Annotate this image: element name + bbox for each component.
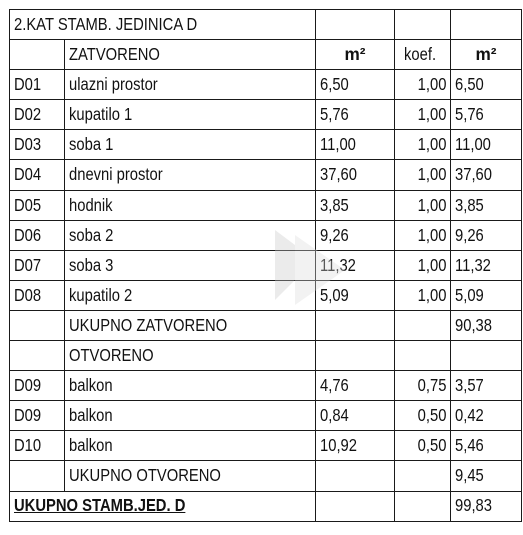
open-total-label-cell <box>65 461 316 491</box>
room-code: D09 <box>14 375 42 396</box>
open-total-label: UKUPNO OTVORENO <box>69 465 221 486</box>
empty-cell <box>316 461 395 491</box>
closed-rows <box>10 70 522 311</box>
room-code: D06 <box>14 224 42 245</box>
area-unit-header: m² <box>316 40 395 70</box>
room-area: 11,00 <box>320 134 356 155</box>
empty-cell <box>395 10 451 40</box>
room-name: dnevni prostor <box>69 164 163 185</box>
room-koef-cell <box>395 401 451 431</box>
room-net-area-cell <box>451 431 522 461</box>
closed-total-value: 90,38 <box>455 314 492 335</box>
room-koef-cell <box>395 220 451 250</box>
room-name-cell <box>65 431 316 461</box>
room-net-area-cell <box>451 401 522 431</box>
room-koef: 1,00 <box>417 254 446 275</box>
room-name-cell <box>65 371 316 401</box>
room-area-cell <box>316 130 395 160</box>
room-area: 10,92 <box>320 435 357 456</box>
empty-cell <box>316 491 395 521</box>
closed-section-label-cell <box>65 40 316 70</box>
room-net-area-cell <box>451 220 522 250</box>
room-koef: 0,50 <box>417 435 446 456</box>
net-unit-header: m² <box>451 40 522 70</box>
room-area-cell <box>316 280 395 310</box>
room-name-cell <box>65 70 316 100</box>
room-name-cell <box>65 250 316 280</box>
room-row <box>10 401 522 431</box>
room-area: 6,50 <box>320 74 349 95</box>
room-net-area: 6,50 <box>455 74 484 95</box>
room-area-cell <box>316 371 395 401</box>
room-koef-cell <box>395 130 451 160</box>
room-row <box>10 70 522 100</box>
room-name: ulazni prostor <box>69 74 158 95</box>
room-area: 37,60 <box>320 164 357 185</box>
room-area: 3,85 <box>320 194 349 215</box>
room-area: 5,76 <box>320 104 349 125</box>
room-code: D02 <box>14 104 42 125</box>
area-table <box>9 9 522 522</box>
grand-total-label: UKUPNO STAMB.JED. D <box>14 495 186 516</box>
room-name-cell <box>65 130 316 160</box>
room-code: D04 <box>14 164 42 185</box>
room-code-cell <box>10 70 65 100</box>
room-code: D07 <box>14 254 42 275</box>
closed-total-label: UKUPNO ZATVORENO <box>69 314 228 335</box>
koef-header: koef. <box>403 44 436 65</box>
room-area-cell <box>316 431 395 461</box>
room-code: D03 <box>14 134 42 155</box>
room-area-cell <box>316 160 395 190</box>
grand-total-value-cell <box>451 491 522 521</box>
room-area: 4,76 <box>320 375 349 396</box>
title-row <box>10 10 522 40</box>
room-net-area: 5,46 <box>455 435 484 456</box>
room-koef-cell <box>395 190 451 220</box>
room-code-cell <box>10 401 65 431</box>
open-header-row <box>10 341 522 371</box>
closed-total-label-cell <box>65 310 316 340</box>
room-code-cell <box>10 250 65 280</box>
closed-total-value-cell <box>451 310 522 340</box>
empty-cell <box>316 341 395 371</box>
room-name: balkon <box>69 405 113 426</box>
room-name: balkon <box>69 435 113 456</box>
empty-cell <box>395 310 451 340</box>
empty-cell <box>451 10 522 40</box>
room-koef-cell <box>395 250 451 280</box>
room-area-cell <box>316 190 395 220</box>
grand-total-label-cell <box>10 491 316 521</box>
room-net-area-cell <box>451 190 522 220</box>
empty-cell <box>395 341 451 371</box>
room-row <box>10 130 522 160</box>
room-koef: 1,00 <box>417 164 446 185</box>
open-total-row <box>10 461 522 491</box>
room-net-area-cell <box>451 250 522 280</box>
room-code-cell <box>10 220 65 250</box>
room-name: soba 3 <box>69 254 114 275</box>
room-area: 9,26 <box>320 224 349 245</box>
room-name-cell <box>65 100 316 130</box>
room-net-area: 5,09 <box>455 284 484 305</box>
room-code-cell <box>10 160 65 190</box>
room-code-cell <box>10 431 65 461</box>
room-koef-cell <box>395 100 451 130</box>
room-koef-cell <box>395 70 451 100</box>
room-area: 11,32 <box>320 254 356 275</box>
room-net-area: 0,42 <box>455 405 484 426</box>
room-koef: 1,00 <box>417 284 446 305</box>
open-section-label: OTVORENO <box>69 344 154 365</box>
empty-cell <box>316 310 395 340</box>
grand-total-value: 99,83 <box>455 495 492 516</box>
room-net-area-cell <box>451 371 522 401</box>
room-koef: 0,50 <box>417 405 446 426</box>
room-net-area-cell <box>451 100 522 130</box>
area-table-sheet <box>9 9 522 522</box>
room-name-cell <box>65 280 316 310</box>
room-row <box>10 190 522 220</box>
room-area: 5,09 <box>320 284 349 305</box>
room-code: D09 <box>14 405 42 426</box>
room-code-cell <box>10 100 65 130</box>
room-code-cell <box>10 371 65 401</box>
room-code-cell <box>10 190 65 220</box>
room-net-area: 11,32 <box>455 254 491 275</box>
room-net-area-cell <box>451 130 522 160</box>
room-name: kupatilo 2 <box>69 284 133 305</box>
room-code-cell <box>10 280 65 310</box>
room-row <box>10 160 522 190</box>
empty-cell <box>451 341 522 371</box>
room-net-area: 5,76 <box>455 104 484 125</box>
room-row <box>10 100 522 130</box>
koef-header-cell <box>395 40 451 70</box>
room-row <box>10 371 522 401</box>
room-koef-cell <box>395 371 451 401</box>
empty-cell <box>395 461 451 491</box>
room-name: soba 2 <box>69 224 114 245</box>
closed-section-label: ZATVORENO <box>69 44 160 65</box>
room-net-area: 3,85 <box>455 194 484 215</box>
room-area-cell <box>316 100 395 130</box>
room-koef: 1,00 <box>417 74 446 95</box>
room-code: D08 <box>14 284 42 305</box>
room-name-cell <box>65 401 316 431</box>
room-code: D05 <box>14 194 42 215</box>
room-net-area: 37,60 <box>455 164 492 185</box>
room-koef: 0,75 <box>417 375 446 396</box>
room-row <box>10 280 522 310</box>
room-area: 0,84 <box>320 405 349 426</box>
room-koef-cell <box>395 160 451 190</box>
room-name-cell <box>65 160 316 190</box>
open-rows <box>10 371 522 461</box>
open-total-value: 9,45 <box>455 465 484 486</box>
empty-cell <box>10 461 65 491</box>
room-code: D01 <box>14 74 42 95</box>
room-name-cell <box>65 190 316 220</box>
room-koef: 1,00 <box>417 104 446 125</box>
room-name: kupatilo 1 <box>69 104 133 125</box>
room-net-area: 3,57 <box>455 375 484 396</box>
closed-total-row <box>10 310 522 340</box>
empty-cell <box>10 40 65 70</box>
open-total-value-cell <box>451 461 522 491</box>
room-name: hodnik <box>69 194 113 215</box>
room-area-cell <box>316 220 395 250</box>
room-koef: 1,00 <box>417 194 446 215</box>
room-net-area: 11,00 <box>455 134 491 155</box>
room-area-cell <box>316 401 395 431</box>
room-koef-cell <box>395 280 451 310</box>
room-row <box>10 431 522 461</box>
room-net-area-cell <box>451 160 522 190</box>
room-net-area-cell <box>451 70 522 100</box>
room-row <box>10 220 522 250</box>
room-name: balkon <box>69 375 113 396</box>
room-koef-cell <box>395 431 451 461</box>
room-name: soba 1 <box>69 134 114 155</box>
empty-cell <box>10 341 65 371</box>
open-section-label-cell <box>65 341 316 371</box>
room-code: D10 <box>14 435 42 456</box>
unit-title: 2.KAT STAMB. JEDINICA D <box>14 13 198 34</box>
room-name-cell <box>65 220 316 250</box>
grand-total-row <box>10 491 522 521</box>
unit-title-cell <box>10 10 316 40</box>
empty-cell <box>395 491 451 521</box>
room-koef: 1,00 <box>417 134 446 155</box>
empty-cell <box>10 310 65 340</box>
room-row <box>10 250 522 280</box>
room-net-area-cell <box>451 280 522 310</box>
room-area-cell <box>316 250 395 280</box>
room-code-cell <box>10 130 65 160</box>
room-koef: 1,00 <box>417 224 446 245</box>
empty-cell <box>316 10 395 40</box>
closed-header-row <box>10 40 522 70</box>
room-area-cell <box>316 70 395 100</box>
room-net-area: 9,26 <box>455 224 484 245</box>
